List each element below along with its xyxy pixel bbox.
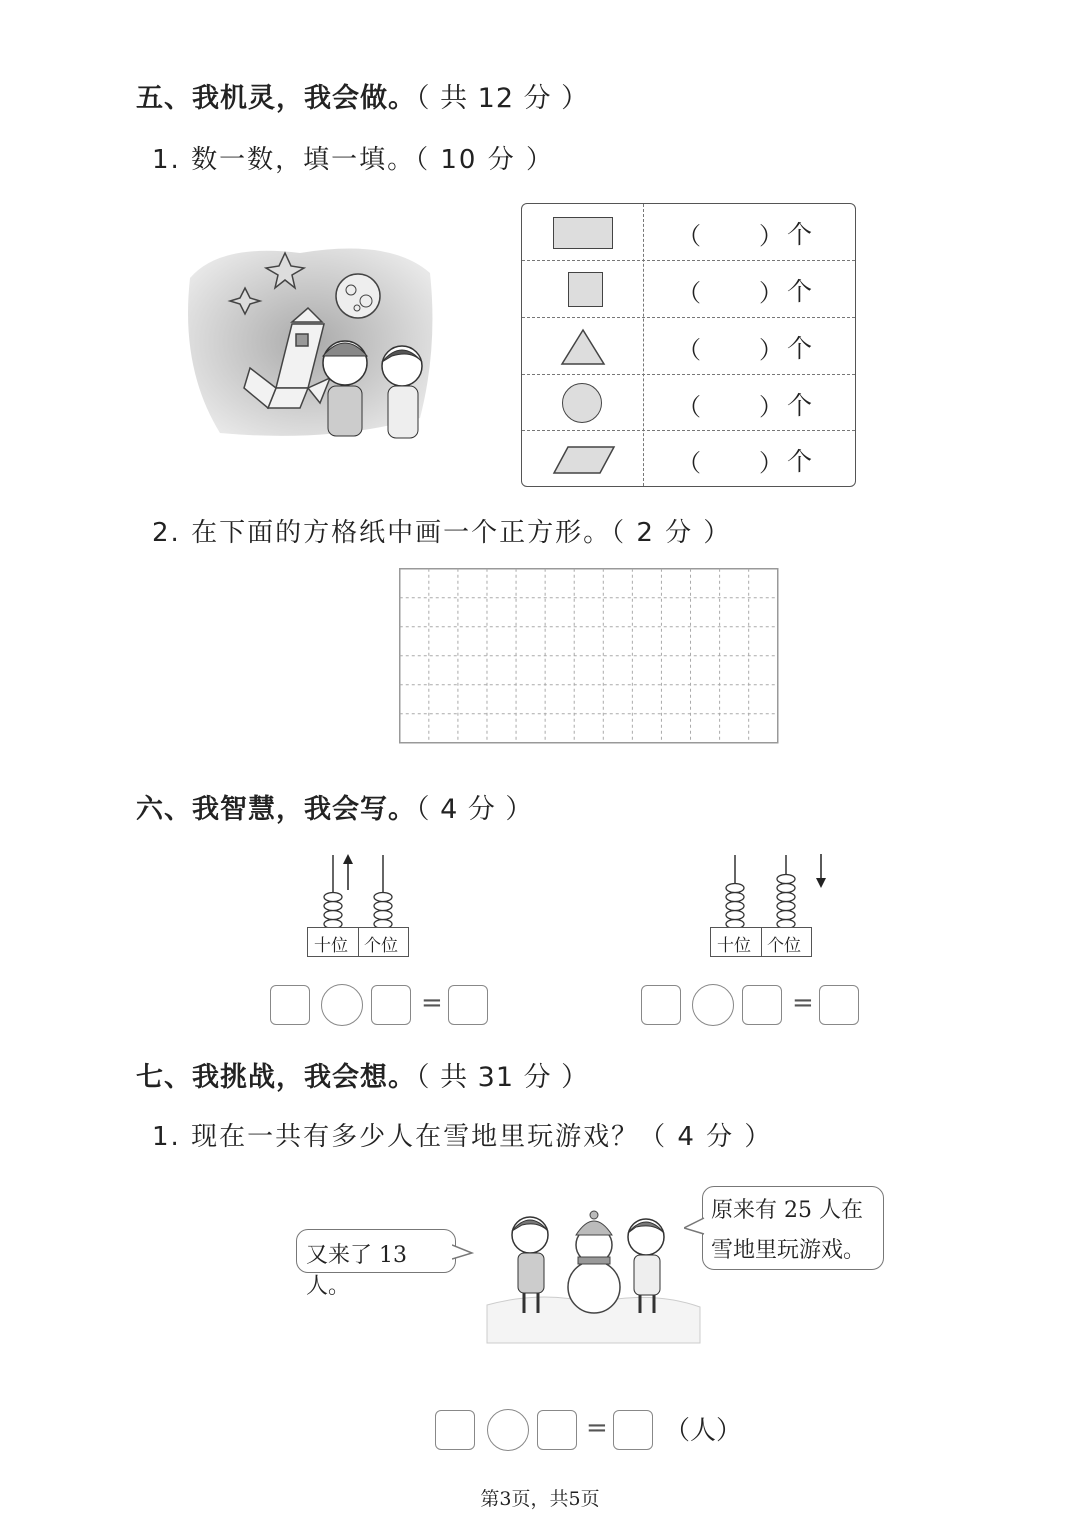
ones-beads xyxy=(374,893,392,929)
rectangle-icon xyxy=(553,217,613,249)
equals-sign: = xyxy=(421,988,443,1018)
table-row-parallelogram xyxy=(522,430,855,487)
abacus-left xyxy=(300,850,420,930)
bubble-text: 又来了 13 人。 xyxy=(306,1243,407,1299)
question-text: 1. 现在一共有多少人在雪地里玩游戏？ xyxy=(152,1122,640,1152)
table-row-circle xyxy=(522,374,855,431)
bubble-tail xyxy=(684,1216,706,1236)
question-5-2 xyxy=(152,512,731,549)
bubble-text-line-1: 原来有 25 人在 xyxy=(711,1198,863,1223)
ones-label: 个位 xyxy=(364,936,398,956)
speech-bubble-right xyxy=(702,1186,884,1270)
table-row-triangle xyxy=(522,317,855,374)
unit-label: （人） xyxy=(664,1416,743,1446)
abacus-bead xyxy=(726,902,744,911)
equals-sign: = xyxy=(586,1413,608,1443)
section-title: 五、我机灵，我会做。 xyxy=(136,83,416,114)
section-score: （ 共 12 分 ） xyxy=(416,83,590,114)
abacus-bead xyxy=(777,893,795,902)
moon-icon xyxy=(336,274,380,318)
abacus-bead xyxy=(324,911,342,920)
snowman-illustration xyxy=(482,1195,704,1345)
section-5-heading xyxy=(136,76,589,115)
answer-blank[interactable]: （ ） 个 xyxy=(677,220,813,250)
section-score: （ 共 31 分 ） xyxy=(416,1062,590,1093)
question-text: 1. 数一数，填一填。 xyxy=(152,145,416,175)
place-value-table-right xyxy=(710,927,812,957)
answer-blank[interactable]: （ ） 个 xyxy=(677,277,813,307)
abacus-bead xyxy=(777,875,795,884)
abacus-bead xyxy=(777,911,795,920)
grid-paper[interactable] xyxy=(399,568,780,745)
operator-circle[interactable] xyxy=(487,1409,529,1451)
answer-box[interactable] xyxy=(613,1410,653,1450)
section-score: （ 4 分 ） xyxy=(416,794,534,825)
tens-beads xyxy=(726,884,744,929)
answer-blank[interactable]: （ ） 个 xyxy=(677,391,813,421)
answer-blank[interactable]: （ ） 个 xyxy=(677,447,813,477)
snowman-icon xyxy=(568,1211,620,1313)
answer-box[interactable] xyxy=(371,985,411,1025)
tens-label: 十位 xyxy=(717,936,751,956)
section-6-heading xyxy=(136,787,533,826)
square-icon xyxy=(568,272,603,307)
arrow-up-icon xyxy=(343,854,353,890)
question-score: （ 2 分 ） xyxy=(611,518,732,548)
answer-box[interactable] xyxy=(270,985,310,1025)
operator-circle[interactable] xyxy=(692,984,734,1026)
ones-beads xyxy=(777,875,795,929)
space-rocket-illustration xyxy=(180,238,438,440)
abacus-bead xyxy=(374,911,392,920)
question-score: （ 4 分 ） xyxy=(639,1122,773,1152)
answer-box[interactable] xyxy=(435,1410,475,1450)
tens-label: 十位 xyxy=(314,936,348,956)
answer-box[interactable] xyxy=(742,985,782,1025)
table-row-square xyxy=(522,260,855,317)
equals-sign: = xyxy=(792,988,814,1018)
abacus-bead xyxy=(324,893,342,902)
abacus-bead xyxy=(374,902,392,911)
ones-label: 个位 xyxy=(767,936,801,956)
circle-icon xyxy=(562,383,602,423)
table-row-rectangle xyxy=(522,204,855,260)
section-title: 七、我挑战，我会想。 xyxy=(136,1062,416,1093)
abacus-bead xyxy=(726,893,744,902)
tens-beads xyxy=(324,893,342,929)
abacus-bead xyxy=(777,902,795,911)
operator-circle[interactable] xyxy=(321,984,363,1026)
parallelogram-icon xyxy=(552,445,616,475)
question-score: （ 10 分 ） xyxy=(415,145,554,175)
abacus-bead xyxy=(777,884,795,893)
question-5-1 xyxy=(152,139,554,176)
bubble-tail xyxy=(452,1243,474,1261)
place-value-table-left xyxy=(307,927,409,957)
question-7-1 xyxy=(152,1116,772,1153)
question-text: 2. 在下面的方格纸中画一个正方形。 xyxy=(152,518,612,548)
arrow-down-icon xyxy=(816,854,826,888)
shape-count-table xyxy=(521,203,856,487)
speech-bubble-left xyxy=(296,1229,456,1299)
section-title: 六、我智慧，我会写。 xyxy=(136,794,416,825)
abacus-right xyxy=(700,850,840,930)
page-footer: 第3页，共5页 xyxy=(480,1488,600,1510)
triangle-icon xyxy=(560,328,606,366)
abacus-bead xyxy=(726,884,744,893)
answer-box[interactable] xyxy=(819,985,859,1025)
abacus-bead xyxy=(324,902,342,911)
abacus-bead xyxy=(726,911,744,920)
answer-blank[interactable]: （ ） 个 xyxy=(677,334,813,364)
answer-box[interactable] xyxy=(537,1410,577,1450)
section-7-heading xyxy=(136,1055,589,1094)
abacus-bead xyxy=(374,893,392,902)
answer-box[interactable] xyxy=(448,985,488,1025)
bubble-text-line-2: 雪地里玩游戏。 xyxy=(711,1238,866,1263)
answer-box[interactable] xyxy=(641,985,681,1025)
